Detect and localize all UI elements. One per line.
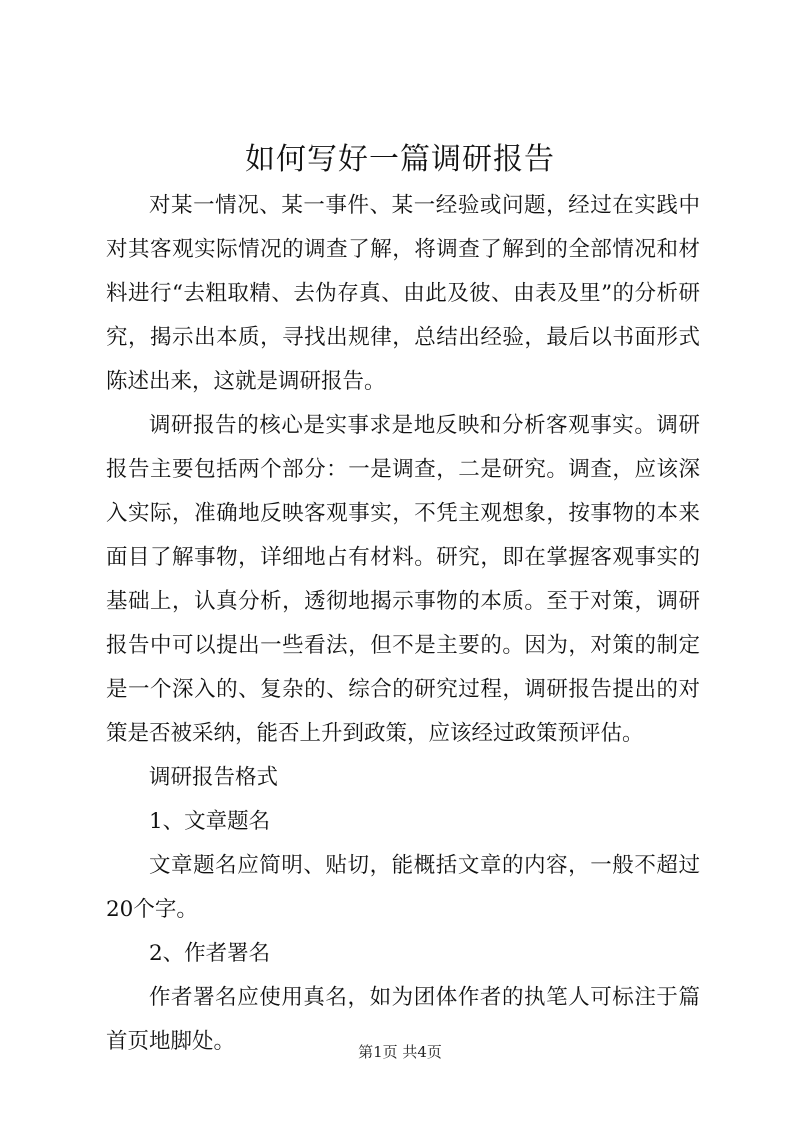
paragraph-author-rule: 作者署名应使用真名，如为团体作者的执笔人可标注于篇首页地脚处。	[106, 985, 700, 1054]
document-title: 如何写好一篇调研报告	[245, 142, 555, 177]
document-body	[106, 184, 700, 1064]
page-footer: 第1页 共4页	[358, 1043, 442, 1061]
paragraph-definition: 对某一情况、某一事件、某一经验或问题，经过在实践中对其客观实际情况的调查了解，将调查了解到的全部情况和材料进行“去粗取精、去伪存真、由此及彼、由表及里”的分析研究，揭示出本质，寻找出规律，总结出经验，最后以书面形式陈述出来，这就是调研报告。	[106, 193, 700, 394]
paragraph-core: 调研报告的核心是实事求是地反映和分析客观事实。调研报告主要包括两个部分：一是调查，二是研究。调查，应该深入实际，准确地反映客观事实，不凭主观想象，按事物的本来面目了解事物，详细地占有材料。研究，即在掌握客观事实的基础上，认真分析，透彻地揭示事物的本质。至于对策，调研报告中可以提出一些看法，但不是主要的。因为，对策的制定是一个深入的、复杂的、综合的研究过程，调研报告提出的对策是否被采纳，能否上升到政策，应该经过政策预评估。	[106, 413, 700, 746]
subheading-author: 2、作者署名	[149, 941, 271, 966]
paragraph-title-rule: 文章题名应简明、贴切，能概括文章的内容，一般不超过20个字。	[106, 853, 700, 922]
subheading-title: 1、文章题名	[149, 809, 271, 834]
section-heading-format: 调研报告格式	[149, 765, 279, 790]
